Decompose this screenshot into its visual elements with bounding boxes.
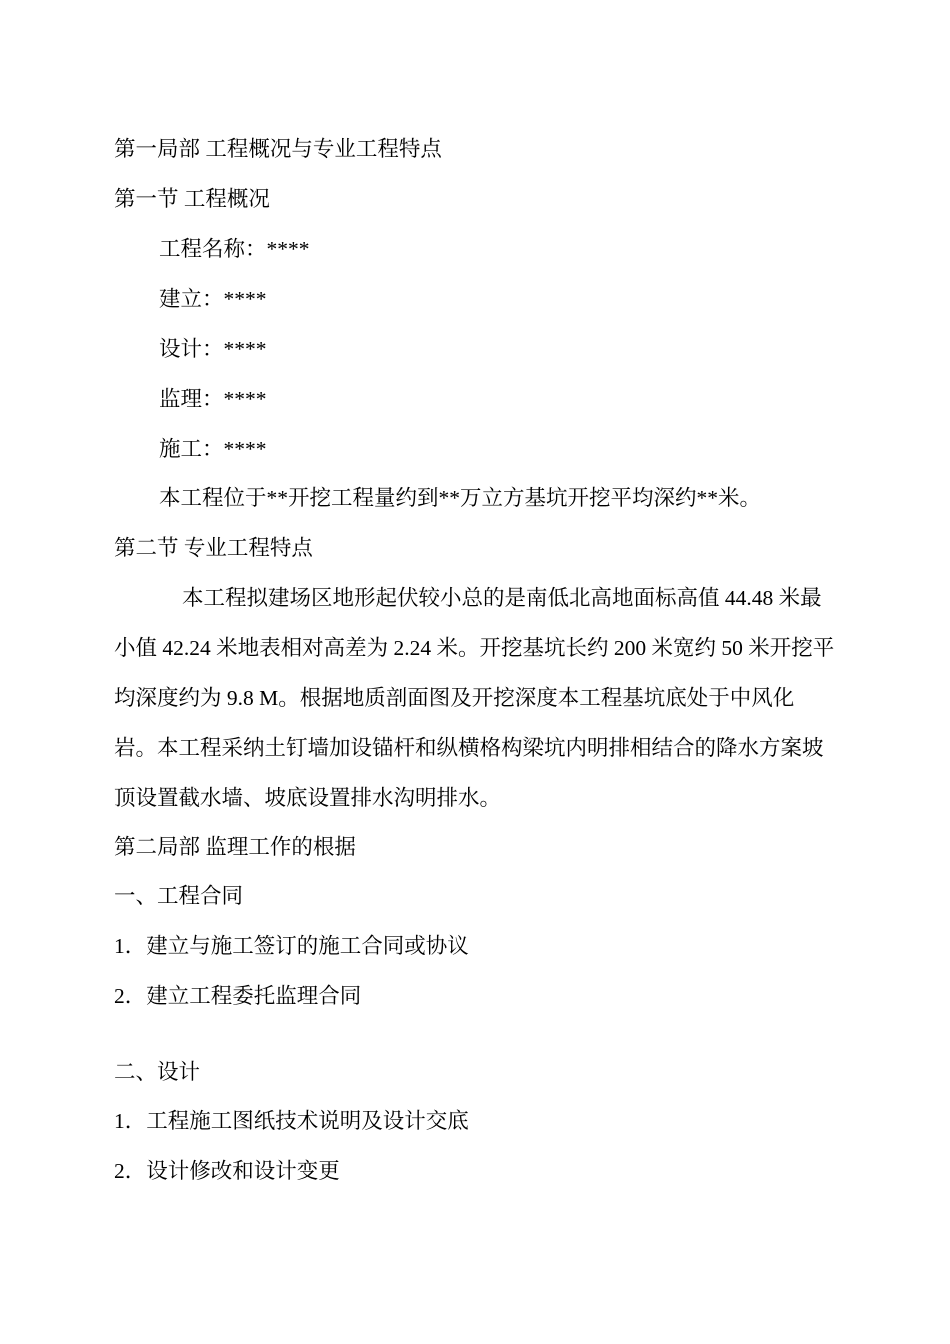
paragraph-line: 顶设置截水墙、坡底设置排水沟明排水。 <box>114 786 502 810</box>
design-heading: 二、设计 <box>114 1060 201 1084</box>
designer-item: 设计：**** <box>159 337 267 361</box>
contractor-item: 施工：**** <box>159 437 267 461</box>
part2-heading: 第二局部 监理工作的根据 <box>114 835 356 859</box>
section1-heading: 第一节 工程概况 <box>114 187 270 211</box>
builder-item: 建立：**** <box>159 287 267 311</box>
paragraph-line: 均深度约为 9.8 M。根据地质剖面图及开挖深度本工程基坑底处于中风化 <box>114 686 795 710</box>
contract-item: 2．建立工程委托监理合同 <box>114 984 362 1008</box>
part1-heading: 第一局部 工程概况与专业工程特点 <box>114 137 442 161</box>
contract-heading: 一、工程合同 <box>114 884 244 908</box>
contract-item: 1．建立与施工签订的施工合同或协议 <box>114 934 469 958</box>
design-item: 1．工程施工图纸技术说明及设计交底 <box>114 1109 469 1133</box>
design-item: 2．设计修改和设计变更 <box>114 1159 340 1183</box>
paragraph-line: 本工程拟建场区地形起伏较小总的是南低北高地面标高值 44.48 米最 <box>182 586 822 610</box>
supervisor-item: 监理：**** <box>159 387 267 411</box>
section2-heading: 第二节 专业工程特点 <box>114 536 313 560</box>
project-summary: 本工程位于**开挖工程量约到**万立方基坑开挖平均深约**米。 <box>159 486 762 510</box>
paragraph-line: 小值 42.24 米地表相对高差为 2.24 米。开挖基坑长约 200 米宽约 50 米开挖平 <box>114 636 835 660</box>
project-name-item: 工程名称：**** <box>159 237 310 261</box>
paragraph-line: 岩。本工程采纳土钉墙加设锚杆和纵横格构梁坑内明排相结合的降水方案坡 <box>114 736 824 760</box>
